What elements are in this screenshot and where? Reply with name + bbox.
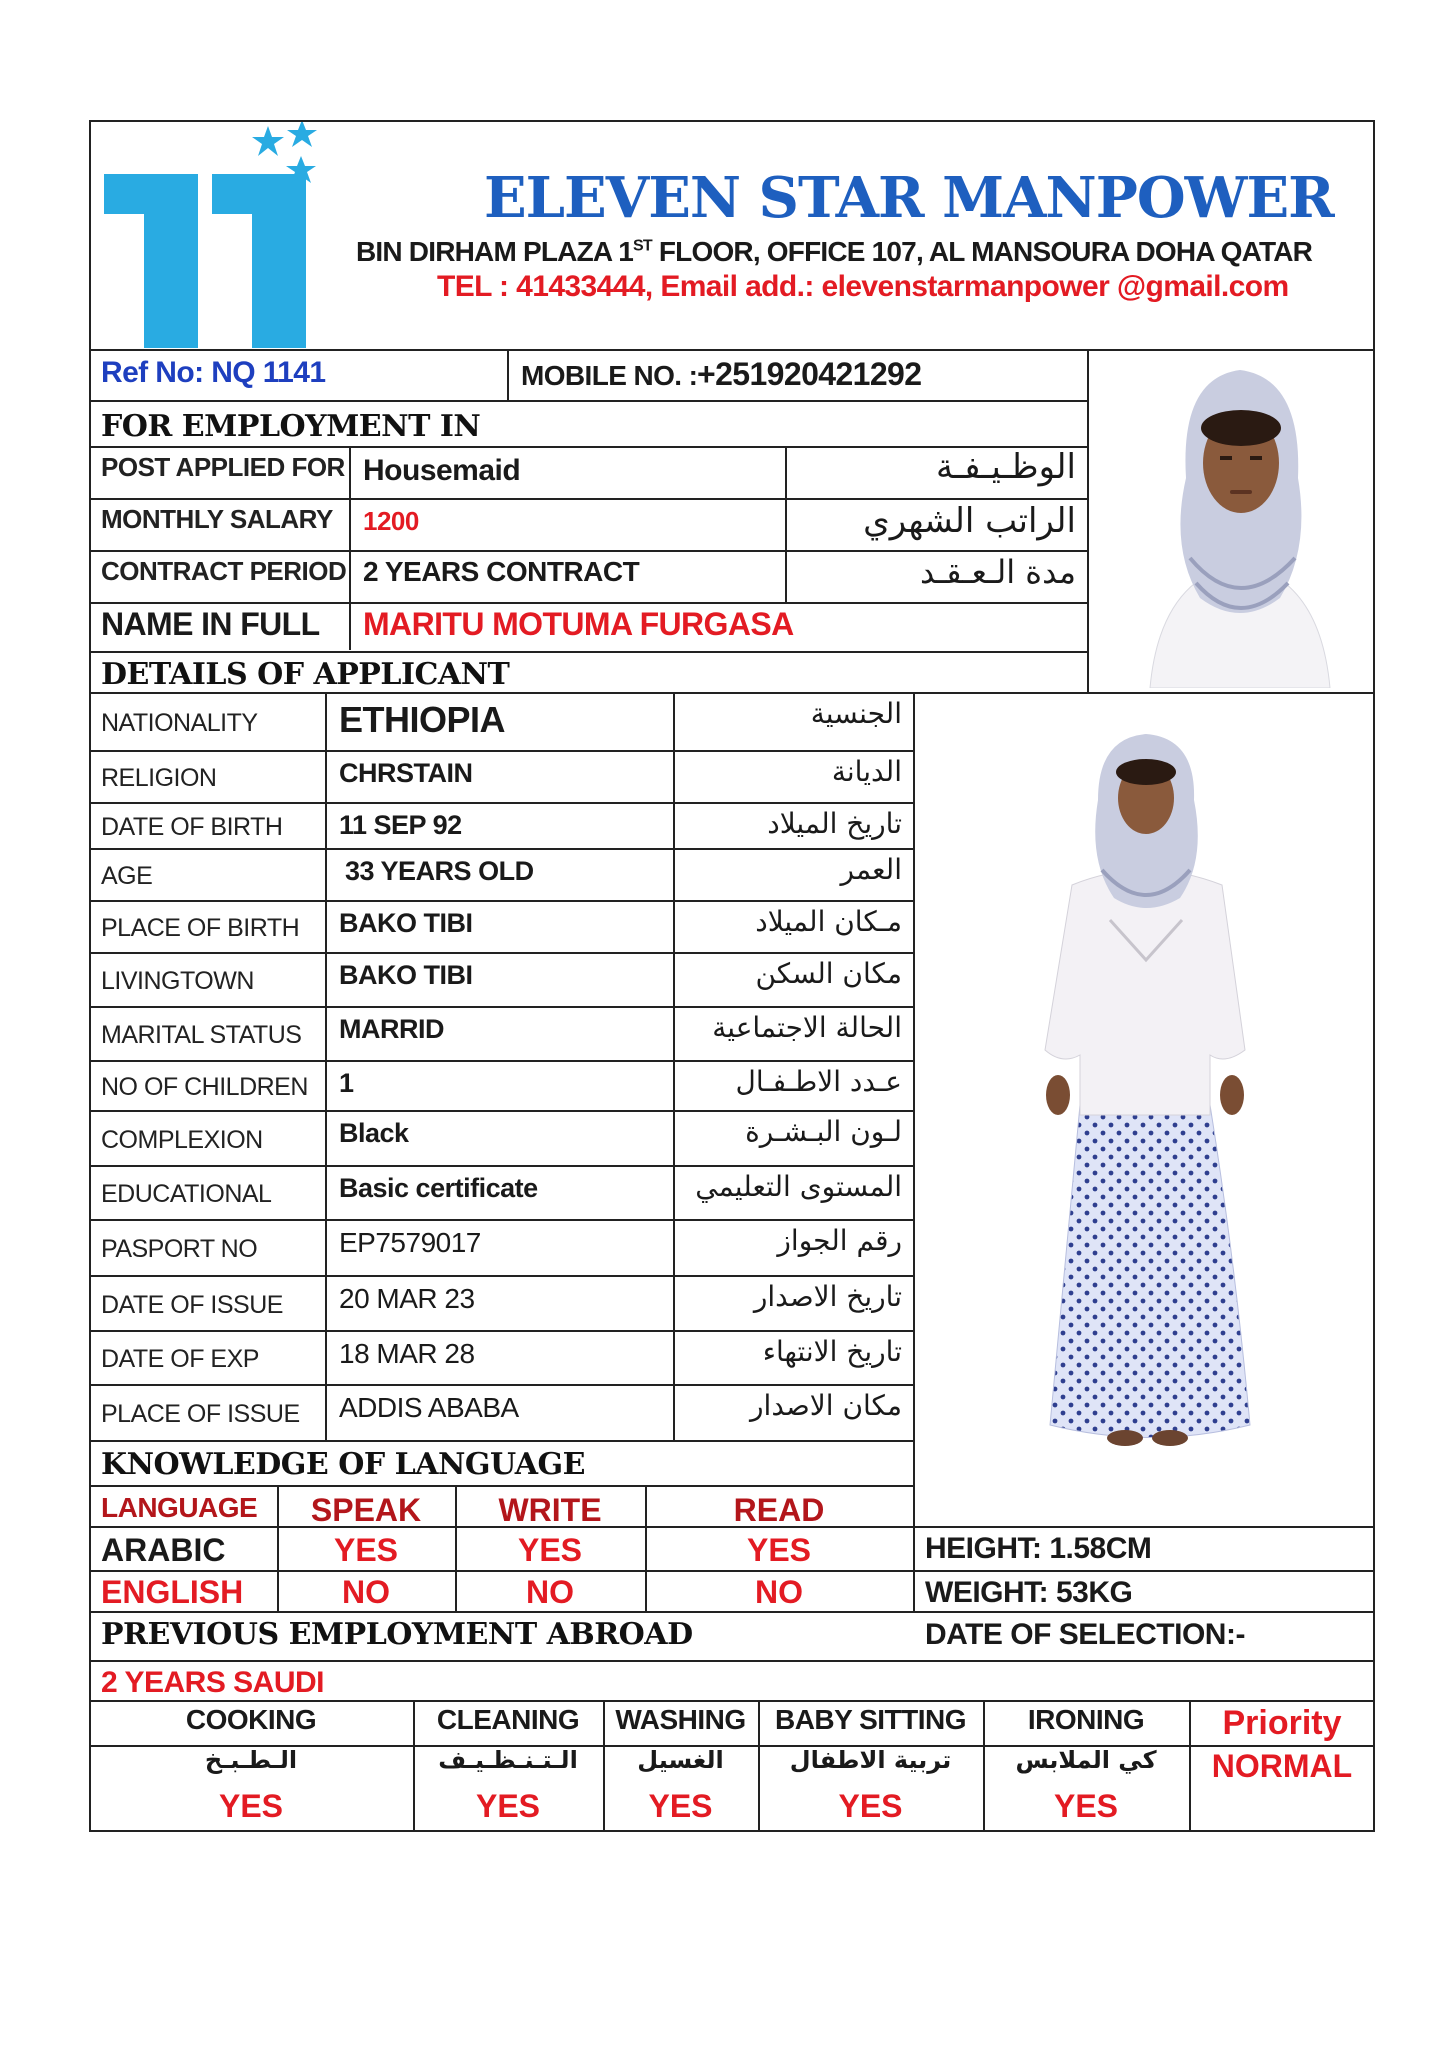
detail-value: ADDIS ABABA [339, 1392, 519, 1423]
language-header-language: LANGUAGE [101, 1492, 258, 1523]
detail-arabic: العمر [840, 853, 902, 886]
ref-number: Ref No: NQ 1141 [101, 356, 326, 389]
arabic-speak: YES [333, 1532, 399, 1568]
detail-label: LIVINGTOWN [101, 967, 254, 995]
detail-label: NATIONALITY [101, 709, 258, 737]
english-read: NO [755, 1574, 803, 1610]
post-value: Housemaid [363, 454, 521, 487]
detail-value: BAKO TIBI [339, 960, 473, 990]
company-contact: TEL : 41433444, Email add.: elevenstarmanpower @gmail.com [437, 270, 1289, 303]
arabic-read: YES [746, 1532, 812, 1568]
details-section-title: DETAILS OF APPLICANT [101, 657, 510, 692]
detail-arabic: الديانة [831, 755, 902, 788]
detail-value: 18 MAR 28 [339, 1338, 475, 1369]
skill-label-en: IRONING [1027, 1704, 1145, 1735]
detail-arabic: عـدد الاطـفـال [735, 1065, 902, 1098]
detail-label: PLACE OF ISSUE [101, 1400, 300, 1428]
skill-label-ar: تربية الاطفال [789, 1746, 952, 1774]
detail-label: PASPORT NO [101, 1235, 258, 1263]
previous-employment-value: 2 YEARS SAUDI [101, 1666, 325, 1699]
detail-arabic: رقم الجواز [777, 1224, 902, 1257]
detail-arabic: لـون البـشـرة [745, 1115, 902, 1148]
weight-value: WEIGHT: 53KG [925, 1576, 1133, 1609]
detail-label: PLACE OF BIRTH [101, 914, 300, 942]
detail-arabic: تاريخ الميلاد [767, 807, 902, 840]
detail-label: EDUCATIONAL [101, 1180, 272, 1208]
date-of-selection: DATE OF SELECTION:- [925, 1618, 1245, 1651]
detail-value: ETHIOPIA [339, 699, 506, 740]
detail-arabic: تاريخ الانتهاء [762, 1335, 902, 1368]
skill-value: YES [218, 1788, 284, 1824]
arabic-write: YES [517, 1532, 583, 1568]
language-header-speak: SPEAK [310, 1492, 422, 1528]
post-label: POST APPLIED FOR [101, 452, 345, 482]
detail-value: Black [339, 1118, 409, 1148]
post-arabic: الوظـيـفـة [935, 447, 1076, 487]
skill-label-ar: الغسيل [637, 1746, 724, 1774]
applicant-portrait-photo [1120, 358, 1360, 688]
detail-label: RELIGION [101, 764, 217, 792]
company-address: BIN DIRHAM PLAZA 1ST FLOOR, OFFICE 107, AL MANSOURA DOHA QATAR [356, 236, 1313, 267]
language-english: ENGLISH [101, 1574, 244, 1610]
mobile-label: MOBILE NO. : [521, 360, 698, 391]
skill-label-ar: كي الملابس [1015, 1746, 1157, 1774]
salary-value: 1200 [363, 506, 419, 536]
detail-value: CHRSTAIN [339, 758, 473, 788]
detail-label: DATE OF ISSUE [101, 1291, 283, 1319]
language-header-read: READ [733, 1492, 825, 1528]
detail-label: MARITAL STATUS [101, 1021, 302, 1049]
detail-label: DATE OF EXP [101, 1345, 259, 1373]
company-name: ELEVEN STAR MANPOWER [484, 165, 1334, 231]
detail-value: EP7579017 [339, 1227, 481, 1258]
priority-value: NORMAL [1211, 1748, 1353, 1784]
skill-label-en: COOKING [185, 1704, 317, 1735]
detail-arabic: المستوى التعليمي [695, 1170, 902, 1203]
salary-arabic: الراتب الشهري [863, 501, 1076, 541]
skill-label-en: BABY SITTING [774, 1704, 967, 1735]
detail-label: NO OF CHILDREN [101, 1073, 308, 1101]
salary-label: MONTHLY SALARY [101, 504, 333, 534]
employment-section-title: FOR EMPLOYMENT IN [101, 409, 481, 444]
detail-label: COMPLEXION [101, 1126, 263, 1154]
detail-value: 20 MAR 23 [339, 1283, 475, 1314]
detail-arabic: الجنسية [810, 697, 902, 730]
detail-label: AGE [101, 862, 153, 890]
skill-value: YES [1053, 1788, 1119, 1824]
language-section-title: KNOWLEDGE OF LANGUAGE [101, 1447, 586, 1482]
name-value: MARITU MOTUMA FURGASA [363, 606, 794, 642]
contract-label: CONTRACT PERIOD [101, 556, 347, 586]
detail-value: Basic certificate [339, 1173, 538, 1203]
height-value: HEIGHT: 1.58CM [925, 1532, 1152, 1565]
mobile-number: +251920421292 [697, 356, 922, 392]
detail-label: DATE OF BIRTH [101, 813, 283, 841]
english-write: NO [526, 1574, 574, 1610]
detail-arabic: مكان السكن [755, 957, 902, 990]
previous-section-title: PREVIOUS EMPLOYMENT ABROAD [101, 1617, 693, 1652]
contract-value: 2 YEARS CONTRACT [363, 556, 640, 587]
detail-value: 1 [339, 1068, 354, 1098]
language-header-write: WRITE [498, 1492, 602, 1528]
skill-value: YES [475, 1788, 541, 1824]
detail-arabic: تاريخ الاصدار [753, 1280, 902, 1313]
skill-label-ar: الـطـبـخ [204, 1746, 298, 1774]
skill-value: YES [648, 1788, 713, 1824]
detail-arabic: الحالة الاجتماعية [712, 1011, 902, 1044]
language-arabic: ARABIC [101, 1532, 226, 1568]
detail-arabic: مـكان الميلاد [755, 905, 902, 938]
priority-label: Priority [1222, 1704, 1342, 1742]
english-speak: NO [342, 1574, 390, 1610]
skill-label-en: WASHING [615, 1704, 746, 1735]
detail-arabic: مكان الاصدار [750, 1389, 902, 1422]
contract-arabic: مدة الـعـقـد [919, 553, 1076, 591]
skill-label-en: CLEANING [436, 1704, 580, 1735]
detail-value: MARRID [339, 1014, 444, 1044]
skill-value: YES [838, 1788, 903, 1824]
detail-value: 11 SEP 92 [339, 810, 462, 840]
applicant-full-length-photo [1010, 720, 1290, 1470]
detail-value: BAKO TIBI [339, 908, 473, 938]
detail-value: 33 YEARS OLD [345, 856, 534, 886]
name-label: NAME IN FULL [101, 606, 320, 642]
skill-label-ar: الـتـنـظـيـف [438, 1746, 578, 1774]
